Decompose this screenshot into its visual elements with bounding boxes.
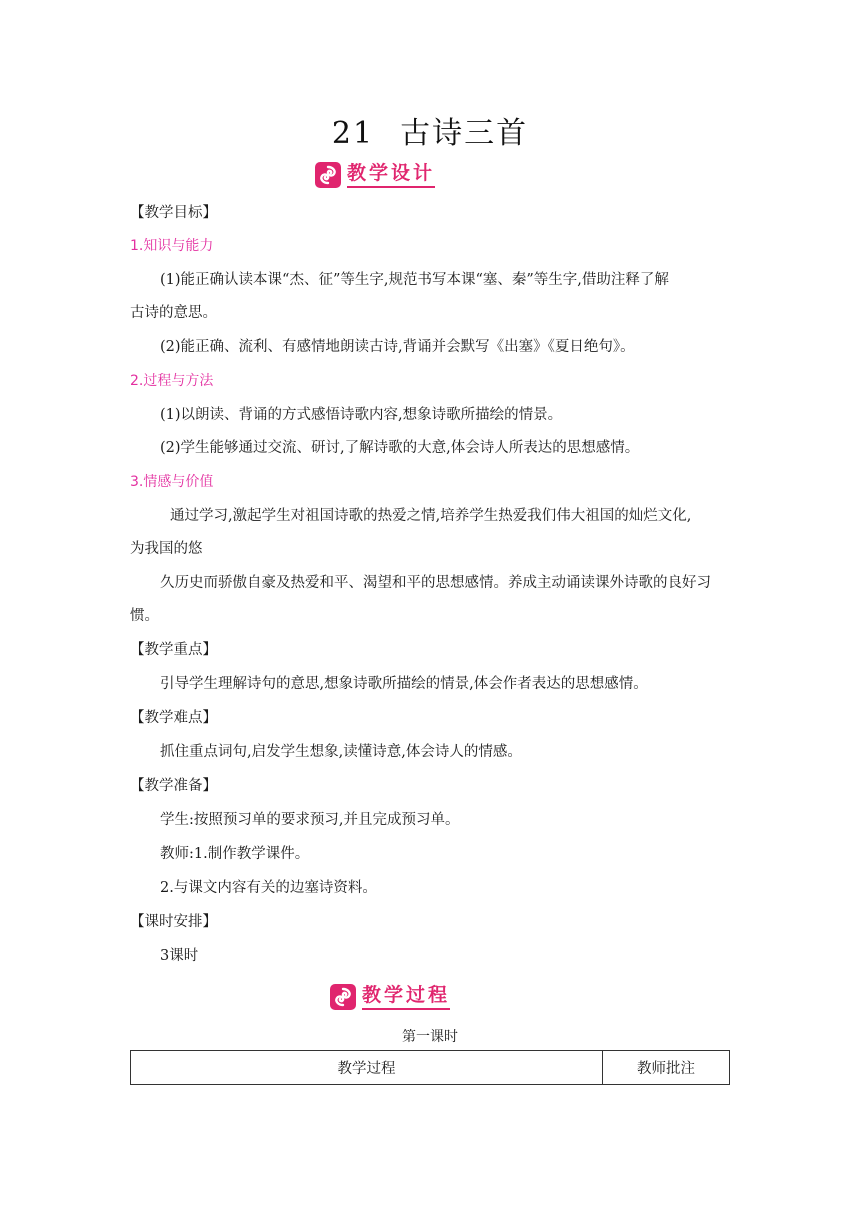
process-banner-label: 教学过程: [362, 984, 450, 1010]
process-method-p2: (2)学生能够通过交流、研讨,了解诗歌的大意,体会诗人所表达的思想感情。: [160, 440, 640, 456]
difficulties-heading: 【教学难点】: [130, 710, 217, 726]
preparation-student: 学生:按照预习单的要求预习,并且完成预习单。: [160, 812, 460, 828]
difficulties-text: 抓住重点词句,启发学生想象,读懂诗意,体会诗人的情感。: [160, 744, 522, 760]
knowledge-p1-line2: 古诗的意思。: [130, 305, 217, 321]
preparation-teacher2: 2.与课文内容有关的边塞诗资料。: [160, 880, 377, 896]
swirl-logo-icon: [330, 984, 356, 1010]
swirl-logo-icon: [315, 162, 341, 188]
table-header-process: 教学过程: [131, 1051, 603, 1084]
process-table: [130, 1050, 730, 1085]
emotion-value-line1: 通过学习,激起学生对祖国诗歌的热爱之情,培养学生热爱我们伟大祖国的灿烂文化,: [170, 508, 692, 524]
emotion-value-line2: 为我国的悠: [130, 541, 203, 557]
schedule-text: 3课时: [160, 948, 199, 964]
knowledge-heading: 1.知识与能力: [130, 238, 214, 254]
design-banner-label: 教学设计: [347, 162, 435, 188]
objectives-heading: 【教学目标】: [130, 205, 217, 221]
process-method-p1: (1)以朗读、背诵的方式感悟诗歌内容,想象诗歌所描绘的情景。: [160, 407, 563, 423]
preparation-heading: 【教学准备】: [130, 778, 217, 794]
design-banner: [315, 160, 435, 190]
process-method-heading: 2.过程与方法: [130, 373, 214, 389]
emotion-value-line4: 惯。: [130, 608, 159, 624]
preparation-teacher1: 教师:1.制作教学课件。: [160, 846, 310, 862]
keypoints-text: 引导学生理解诗句的意思,想象诗歌所描绘的情景,体会作者表达的思想感情。: [160, 676, 648, 692]
table-header-notes: 教师批注: [637, 1061, 695, 1077]
lesson-number: 21: [331, 116, 375, 151]
emotion-value-heading: 3.情感与价值: [130, 474, 214, 490]
keypoints-heading: 【教学重点】: [130, 642, 217, 658]
lesson-caption: 第一课时: [402, 1029, 458, 1045]
page-title: [0, 108, 860, 152]
schedule-heading: 【课时安排】: [130, 914, 217, 930]
lesson-title: 古诗三首: [400, 116, 529, 151]
knowledge-p1-line1: (1)能正确认读本课“杰、征”等生字,规范书写本课“塞、秦”等生字,借助注释了解: [160, 272, 669, 288]
emotion-value-line3: 久历史而骄傲自豪及热爱和平、渴望和平的思想感情。养成主动诵读课外诗歌的良好习: [160, 575, 711, 591]
process-banner: [330, 982, 450, 1012]
knowledge-p2: (2)能正确、流利、有感情地朗读古诗,背诵并会默写《出塞》《夏日绝句》。: [160, 339, 635, 355]
